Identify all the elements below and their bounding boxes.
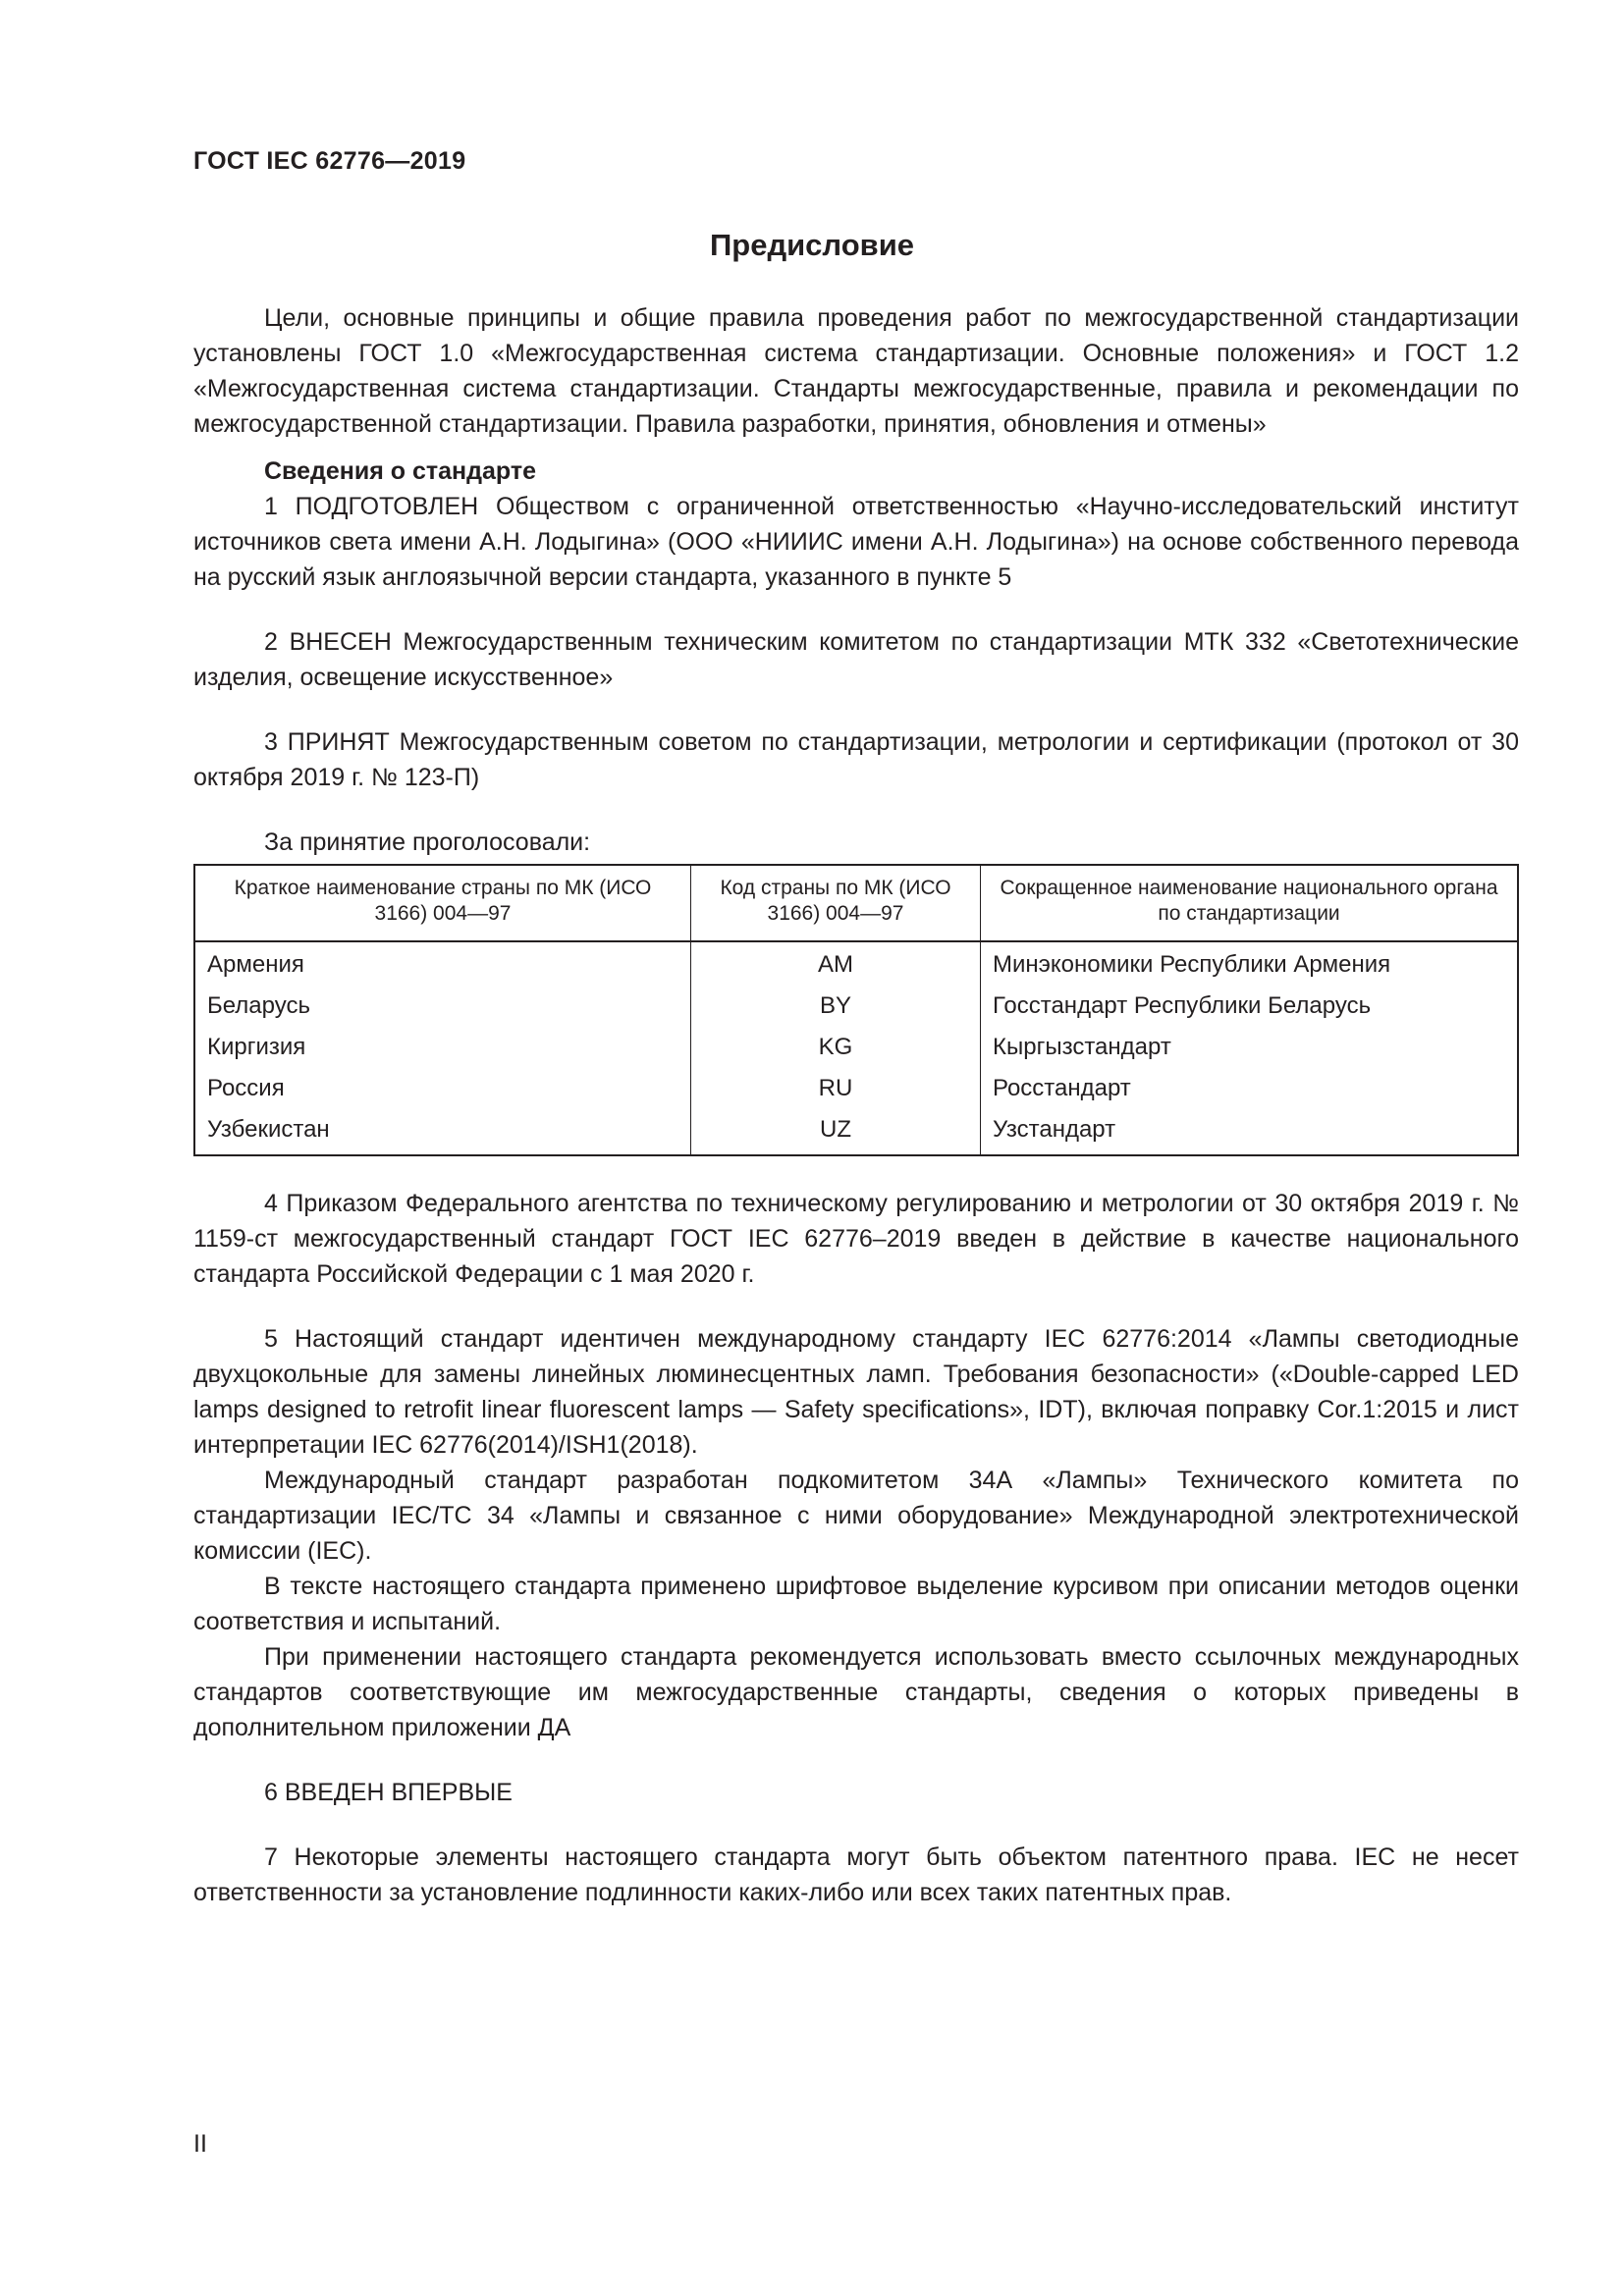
country-cell: Киргизия xyxy=(207,1034,306,1060)
column-header-country: Краткое наименование страны по МК (ИСО 3166) 004—97 xyxy=(194,865,691,941)
item-5-subparagraph-references: При применении настоящего стандарта рекомендуется использовать вместо ссылочных международных стандартов соответствующие им межгосударственные стандарты, сведения о которых приведены в дополнительном приложении ДА xyxy=(193,1643,1519,1741)
country-cell: Беларусь xyxy=(207,992,310,1019)
code-cell: UZ xyxy=(691,1109,981,1155)
code-cell: BY xyxy=(691,986,981,1027)
vote-caption: За принятие проголосовали: xyxy=(264,828,591,856)
voting-table xyxy=(193,864,1519,1156)
code-cell: KG xyxy=(691,1027,981,1068)
code-cell: RU xyxy=(691,1068,981,1109)
item-4-paragraph: 4 Приказом Федерального агентства по техническому регулированию и метрологии от 30 октября 2019 г. № 1159-ст межгосударственный стандарт ГОСТ IEC 62776–2019 введен в действие в качестве национального стандарта Российской Федерации с 1 мая 2020 г. xyxy=(193,1190,1519,1288)
body-cell: Кыргызстандарт xyxy=(981,1027,1519,1068)
preface-body xyxy=(193,300,1519,1910)
country-cell: Россия xyxy=(207,1075,285,1101)
table-row xyxy=(194,1068,1518,1109)
country-cell: Узбекистан xyxy=(207,1116,330,1143)
document-code-header: ГОСТ IEC 62776—2019 xyxy=(193,147,466,175)
table-row xyxy=(194,1109,1518,1155)
column-header-body: Сокращенное наименование национального органа по стандартизации xyxy=(981,865,1519,941)
item-5-subparagraph-italics: В тексте настоящего стандарта применено шрифтовое выделение курсивом при описании методов оценки соответствия и испытаний. xyxy=(193,1573,1519,1635)
body-cell: Госстандарт Республики Беларусь xyxy=(981,986,1519,1027)
code-cell: AM xyxy=(691,941,981,986)
table-row xyxy=(194,1027,1518,1068)
item-5-subparagraph-committee: Международный стандарт разработан подкомитетом 34А «Лампы» Технического комитета по стандартизации IEC/TC 34 «Лампы и связанное с ними оборудование» Международной электротехнической комиссии (IEC). xyxy=(193,1467,1519,1565)
page-number: II xyxy=(193,2130,207,2158)
item-5-paragraph: 5 Настоящий стандарт идентичен международному стандарту IEC 62776:2014 «Лампы светодиодные двухцокольные для замены линейных люминесцентных ламп. Требования безопасности» («Double-capped LED lamps designed to retrofit linear fluorescent lamps — Safety specifications», IDT), включая поправку Cor.1:2015 и лист интерпретации IEC 62776(2014)/ISH1(2018). xyxy=(193,1325,1519,1459)
body-cell: Узстандарт xyxy=(981,1109,1519,1155)
table-row xyxy=(194,941,1518,986)
body-cell: Минэкономики Республики Армения xyxy=(981,941,1519,986)
info-heading: Сведения о стандарте xyxy=(264,457,537,485)
column-header-code: Код страны по МК (ИСО 3166) 004—97 xyxy=(691,865,981,941)
item-2-paragraph: 2 ВНЕСЕН Межгосударственным техническим комитетом по стандартизации МТК 332 «Светотехнические изделия, освещение искусственное» xyxy=(193,628,1519,691)
intro-paragraph: Цели, основные принципы и общие правила проведения работ по межгосударственной стандартизации установлены ГОСТ 1.0 «Межгосударственная система стандартизации. Основные положения» и ГОСТ 1.2 «Межгосударственная система стандартизации. Стандарты межгосударственные, правила и рекомендации по межгосударственной стандартизации. Правила разработки, принятия, обновления и отмены» xyxy=(193,304,1519,438)
table-row xyxy=(194,986,1518,1027)
item-6-paragraph: 6 ВВЕДЕН ВПЕРВЫЕ xyxy=(264,1779,513,1806)
item-3-paragraph: 3 ПРИНЯТ Межгосударственным советом по стандартизации, метрологии и сертификации (протокол от 30 октября 2019 г. № 123-П) xyxy=(193,728,1519,791)
country-cell: Армения xyxy=(207,951,304,978)
item-1-paragraph: 1 ПОДГОТОВЛЕН Обществом с ограниченной ответственностью «Научно-исследовательский институт источников света имени А.Н. Лодыгина» (ООО «НИИИС имени А.Н. Лодыгина») на основе собственного перевода на русский язык англоязычной версии стандарта, указанного в пункте 5 xyxy=(193,493,1519,591)
item-7-paragraph: 7 Некоторые элементы настоящего стандарта могут быть объектом патентного права. IEC не несет ответственности за установление подлинности каких-либо или всех таких патентных прав. xyxy=(193,1843,1519,1906)
page-title: Предисловие xyxy=(709,228,914,262)
body-cell: Росстандарт xyxy=(981,1068,1519,1109)
table-header-row xyxy=(194,865,1518,941)
